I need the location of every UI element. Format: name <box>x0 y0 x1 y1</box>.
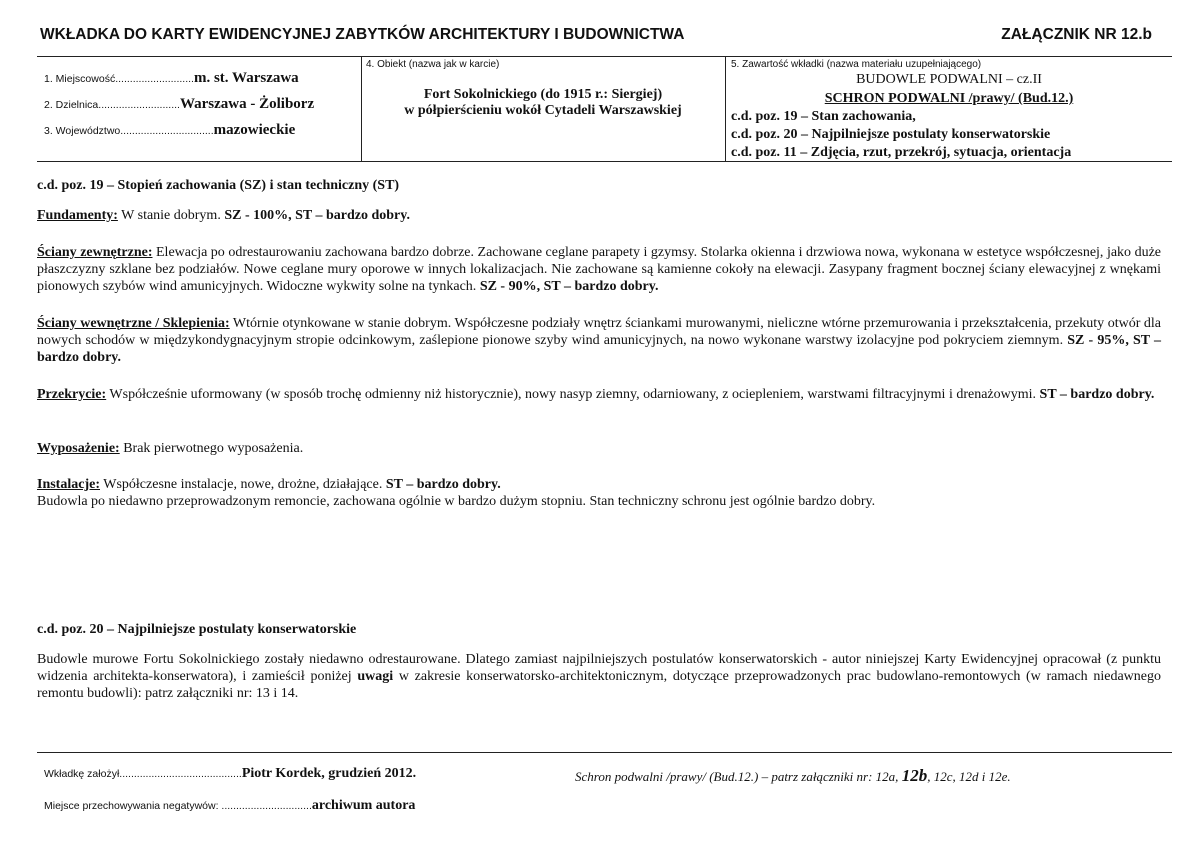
attachment-number: ZAŁĄCZNIK NR 12.b <box>1001 26 1152 43</box>
contents-item: c.d. poz. 20 – Najpilniejsze postulaty konserwatorskie <box>731 127 1051 142</box>
paragraph-sciany-zewnetrzne <box>37 244 1161 295</box>
section20-heading: c.d. poz. 20 – Najpilniejsze postulaty konserwatorskie <box>37 622 357 637</box>
contents-item: c.d. poz. 11 – Zdjęcia, rzut, przekrój, sytuacja, orientacja <box>731 145 1072 160</box>
field-value: mazowieckie <box>213 122 296 138</box>
paragraph-wyposazenie <box>37 440 1161 457</box>
field-wojewodztwo <box>44 122 295 139</box>
paragraph-summary: Budowla po niedawno przeprowadzonym remoncie, zachowana ogólnie w bardzo dużym stopniu. Stan techniczny schronu jest ogólnie bardzo dobry. <box>37 494 876 509</box>
object-label: 4. Obiekt (nazwa jak w karcie) <box>366 59 500 70</box>
field-value: Warszawa - Żoliborz <box>179 96 315 112</box>
paragraph-fundamenty <box>37 207 1161 224</box>
paragraph-text: Elewacja po odrestaurowaniu zachowana bardzo dobrze. Zachowane ceglane parapety i gzymsy. Stolarka okienna i drzwiowa nowa, wykonana w estetyce współczesnej, jako duże płaszczyzny szklane bez podziałów. Nowe ceglane mury oporowe w innych lokalizacjach. Nie zachowane są kamienne cokoły na elewacji. Zasypany fragment bocznej ściany elewacyjnej z wnękami pionowych szybów wind amunicyjnych. Widoczne wykwity solne na tynkach. <box>37 245 1161 294</box>
paragraph-rating: SZ - 100%, ST – bardzo dobry. <box>224 208 410 223</box>
field-dots: ................................ <box>120 125 214 137</box>
footer-dots: ............................... <box>221 800 312 812</box>
footer-ref-highlight: 12b <box>901 766 928 785</box>
paragraph-label: Przekrycie: <box>37 387 107 402</box>
paragraph-text: Współczesne instalacje, nowe, drożne, działające. <box>100 477 386 492</box>
footer-line <box>37 752 1172 753</box>
paragraph-label: Instalacje: <box>37 477 100 492</box>
paragraph-rating: SZ - 90%, ST – bardzo dobry. <box>479 279 659 294</box>
paragraph-text: w zakresie konserwatorsko-architektonicznym, dotyczące przeprowadzonych prac budowlano-remontowych (w ramach niedawnego remontu budowli): patrz załączniki nr: 13 i 14. <box>37 669 1161 701</box>
contents-label: 5. Zawartość wkładki (nazwa materiału uzupełniającego) <box>731 59 982 70</box>
paragraph-text: Wtórnie otynkowane w stanie dobrym. Współczesne podziały wnętrz ściankami murowanymi, nieliczne wtórne przemurowania i przekształcenia, przekuty otwór dla nowych schodów w międzykondygnacyjnym stropie odcinkowym, zaślepione pionowe szyby wind amunicyjnych, na nowo wykonane warstwy izolacyjne pod pokryciem ziemnym. <box>37 316 1161 348</box>
object-name-line2: w półpierścieniu wokół Cytadeli Warszawskiej <box>404 103 682 118</box>
paragraph-text: Brak pierwotnego wyposażenia. <box>119 441 304 456</box>
field-dots: ............................ <box>98 99 180 111</box>
paragraph-postulaty <box>37 651 1161 702</box>
frame-top-line <box>37 56 1172 57</box>
section19-heading: c.d. poz. 19 – Stopień zachowania (SZ) i stan techniczny (ST) <box>37 178 400 193</box>
paragraph-text: Współcześnie uformowany (w sposób trochę odmienny niż historycznie), nowy nasyp ziemny, odarniowany, z ociepleniem, warstwami filtracyjnymi i drenażowymi. <box>106 387 1040 402</box>
field-label: 2. Dzielnica <box>44 99 99 111</box>
footer-dots: .......................................... <box>119 768 242 780</box>
paragraph-rating: SZ - 95%, ST – bardzo dobry. <box>37 333 1161 365</box>
paragraph-label: Wyposażenie: <box>37 441 120 456</box>
paragraph-rating: ST – bardzo dobry. <box>1039 387 1155 402</box>
footer-label: Miejsce przechowywania negatywów: <box>44 800 222 812</box>
paragraph-text: Budowle murowe Fortu Sokolnickiego zostały niedawno odrestaurowane. Dlatego zamiast najpilniejszych postulatów konserwatorskich - autor niniejszej Karty Ewidencyjnej opracował (z punktu widzenia architekta-konserwatora), i zamieścił poniżej <box>37 652 1161 684</box>
footer-ref-text: Schron podwalni /prawy/ (Bud.12.) – patrz załączniki nr: 12a, <box>575 769 902 784</box>
footer-ref-text: , 12c, 12d i 12e. <box>927 769 1011 784</box>
document-title: WKŁADKA DO KARTY EWIDENCYJNEJ ZABYTKÓW ARCHITEKTURY I BUDOWNICTWA <box>40 26 685 43</box>
paragraph-label: Ściany wewnętrzne / Sklepienia: <box>37 316 230 331</box>
footer-label: Wkładkę założył <box>44 768 120 780</box>
contents-item: c.d. poz. 19 – Stan zachowania, <box>731 109 916 124</box>
footer-value: Piotr Kordek, grudzień 2012. <box>241 766 417 781</box>
paragraph-label: Ściany zewnętrzne: <box>37 245 153 260</box>
paragraph-text: W stanie dobrym. <box>117 208 225 223</box>
field-dzielnica <box>44 96 314 113</box>
paragraph-instalacje <box>37 476 1161 510</box>
field-label: 1. Miejscowość <box>44 73 116 85</box>
paragraph-przekrycie <box>37 386 1161 403</box>
field-value: m. st. Warszawa <box>193 70 299 86</box>
paragraph-sciany-wewnetrzne <box>37 315 1161 366</box>
footer-created-by <box>44 766 416 782</box>
paragraph-rating: ST – bardzo dobry. <box>385 477 501 492</box>
paragraph-label: Fundamenty: <box>37 208 118 223</box>
field-dots: ........................... <box>115 73 194 85</box>
field-miejscowosc <box>44 70 299 87</box>
object-name-line1: Fort Sokolnickiego (do 1915 r.: Siergiej) <box>423 87 663 102</box>
contents-line2: SCHRON PODWALNI /prawy/ (Bud.12.) <box>824 91 1074 106</box>
frame-bottom-line <box>37 161 1172 162</box>
footer-value: archiwum autora <box>311 798 416 813</box>
footer-negatives <box>44 798 415 814</box>
contents-line1: BUDOWLE PODWALNI – cz.II <box>856 72 1042 87</box>
field-label: 3. Województwo <box>44 125 121 137</box>
footer-reference <box>575 766 1011 786</box>
paragraph-emphasis: uwagi <box>357 669 394 684</box>
